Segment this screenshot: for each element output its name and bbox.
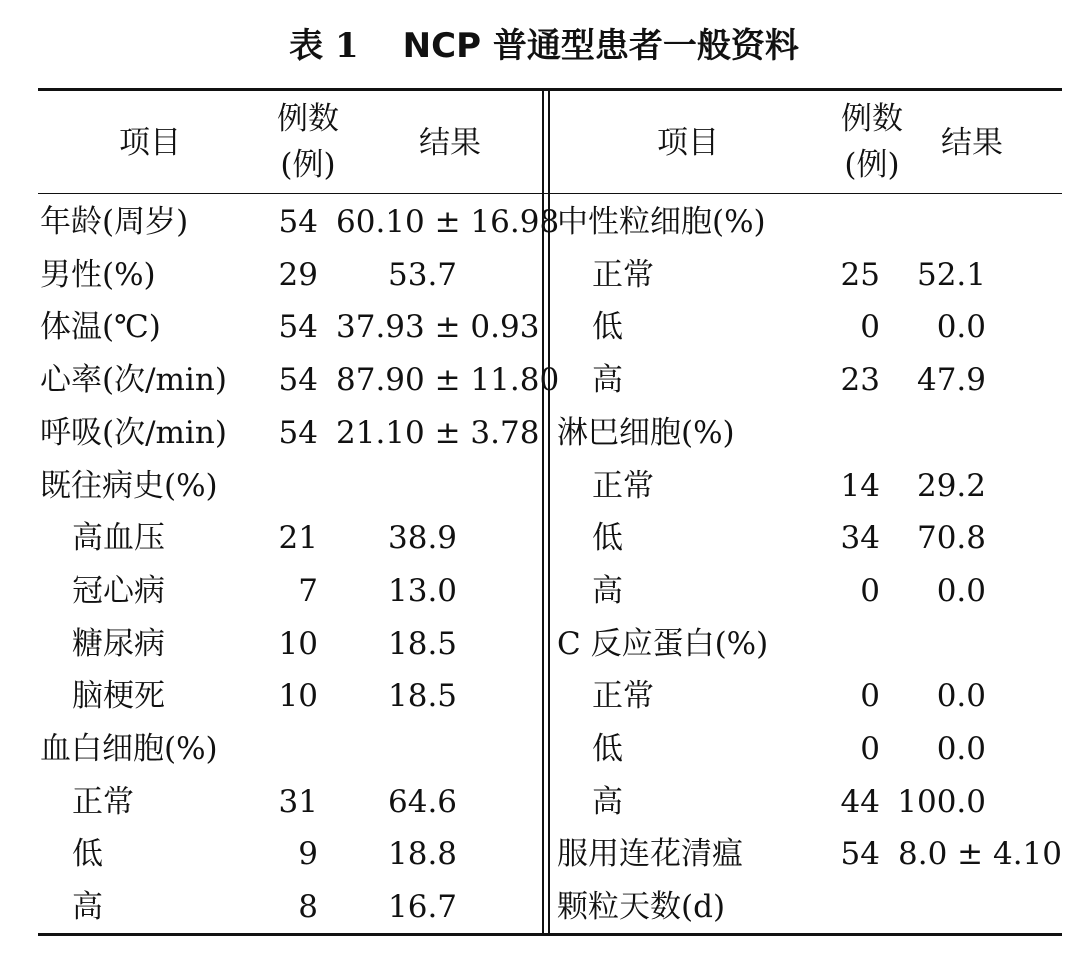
right-row-item: 淋巴细胞(%) xyxy=(557,415,735,451)
right-row-item: 高 xyxy=(592,784,623,820)
right-row-result: 100.0 xyxy=(897,784,986,820)
left-row-item: 高 xyxy=(72,889,103,925)
right-row-item: 高 xyxy=(592,362,623,398)
left-row-item: 体温(℃) xyxy=(40,309,161,345)
right-row-item: 正常 xyxy=(592,678,654,714)
left-row-item: 脑梗死 xyxy=(72,678,165,714)
right-row-result: 0.0 xyxy=(936,573,986,609)
header-rule xyxy=(38,193,1062,194)
header-count-left-2: (例) xyxy=(280,147,336,183)
bottom-rule xyxy=(38,933,1062,936)
right-row-count: 0 xyxy=(860,573,880,609)
left-row-result: 60.10 ± 16.98 xyxy=(336,204,560,240)
left-row-count: 54 xyxy=(278,204,318,240)
header-item-left: 项目 xyxy=(119,125,181,161)
header-count-right-1: 例数 xyxy=(841,101,903,137)
left-row-count: 29 xyxy=(278,257,318,293)
left-row-result: 64.6 xyxy=(388,784,458,820)
left-row-count: 54 xyxy=(278,415,318,451)
left-row-result: 38.9 xyxy=(388,520,458,556)
left-row-result: 13.0 xyxy=(388,573,458,609)
right-row-result: 0.0 xyxy=(936,731,986,767)
left-row-item: 年龄(周岁) xyxy=(40,204,189,240)
left-row-result: 37.93 ± 0.93 xyxy=(336,309,540,345)
right-row-count: 25 xyxy=(840,257,880,293)
left-row-item: 血白细胞(%) xyxy=(40,731,218,767)
right-row-count: 0 xyxy=(860,309,880,345)
left-row-item: 冠心病 xyxy=(72,573,165,609)
left-row-item: 心率(次/min) xyxy=(40,362,227,398)
header-result-left: 结果 xyxy=(419,125,481,161)
left-row-item: 既往病史(%) xyxy=(40,468,218,504)
left-row-item: 男性(%) xyxy=(40,257,156,293)
table-caption: NCP 普通型患者一般资料 xyxy=(402,26,799,66)
right-row-item: 颗粒天数(d) xyxy=(557,889,726,925)
table-title xyxy=(0,18,1080,74)
left-row-count: 54 xyxy=(278,309,318,345)
left-row-result: 87.90 ± 11.80 xyxy=(336,362,560,398)
left-row-item: 糖尿病 xyxy=(72,626,165,662)
left-row-item: 呼吸(次/min) xyxy=(40,415,227,451)
left-row-item: 正常 xyxy=(72,784,134,820)
left-row-result: 16.7 xyxy=(388,889,458,925)
right-row-count: 34 xyxy=(840,520,880,556)
right-row-result: 0.0 xyxy=(936,309,986,345)
top-rule xyxy=(38,88,1062,91)
left-row-count: 10 xyxy=(278,678,318,714)
right-row-count: 44 xyxy=(840,784,880,820)
right-row-result: 52.1 xyxy=(916,257,986,293)
right-row-item: 低 xyxy=(592,731,623,767)
right-row-result: 0.0 xyxy=(936,678,986,714)
right-row-item: 高 xyxy=(592,573,623,609)
left-row-count: 7 xyxy=(298,573,318,609)
right-row-item: 服用连花清瘟 xyxy=(557,836,743,872)
header-count-right-2: (例) xyxy=(844,147,900,183)
header-result-right: 结果 xyxy=(941,125,1003,161)
right-row-count: 54 xyxy=(840,836,880,872)
left-row-result: 53.7 xyxy=(388,257,458,293)
right-row-item: 低 xyxy=(592,309,623,345)
right-row-result: 29.2 xyxy=(916,468,986,504)
right-row-count: 0 xyxy=(860,678,880,714)
left-row-result: 18.5 xyxy=(388,678,458,714)
right-row-result: 47.9 xyxy=(916,362,986,398)
left-row-count: 8 xyxy=(298,889,318,925)
right-row-item: C 反应蛋白(%) xyxy=(557,626,769,662)
right-row-count: 0 xyxy=(860,731,880,767)
left-row-count: 54 xyxy=(278,362,318,398)
right-row-item: 中性粒细胞(%) xyxy=(557,204,766,240)
right-row-count: 23 xyxy=(840,362,880,398)
left-row-result: 18.5 xyxy=(388,626,458,662)
left-row-result: 18.8 xyxy=(388,836,458,872)
left-row-count: 31 xyxy=(278,784,318,820)
left-row-result: 21.10 ± 3.78 xyxy=(336,415,540,451)
left-row-count: 10 xyxy=(278,626,318,662)
header-item-right: 项目 xyxy=(657,125,719,161)
right-row-item: 正常 xyxy=(592,257,654,293)
left-row-item: 低 xyxy=(72,836,103,872)
right-row-item: 低 xyxy=(592,520,623,556)
left-row-item: 高血压 xyxy=(72,520,165,556)
left-row-count: 21 xyxy=(278,520,318,556)
right-row-item: 正常 xyxy=(592,468,654,504)
header-count-left-1: 例数 xyxy=(277,101,339,137)
right-row-result: 8.0 ± 4.10 xyxy=(898,836,1063,872)
right-row-result: 70.8 xyxy=(916,520,986,556)
left-row-count: 9 xyxy=(298,836,318,872)
right-row-count: 14 xyxy=(840,468,880,504)
table-number: 表 1 xyxy=(289,26,359,66)
